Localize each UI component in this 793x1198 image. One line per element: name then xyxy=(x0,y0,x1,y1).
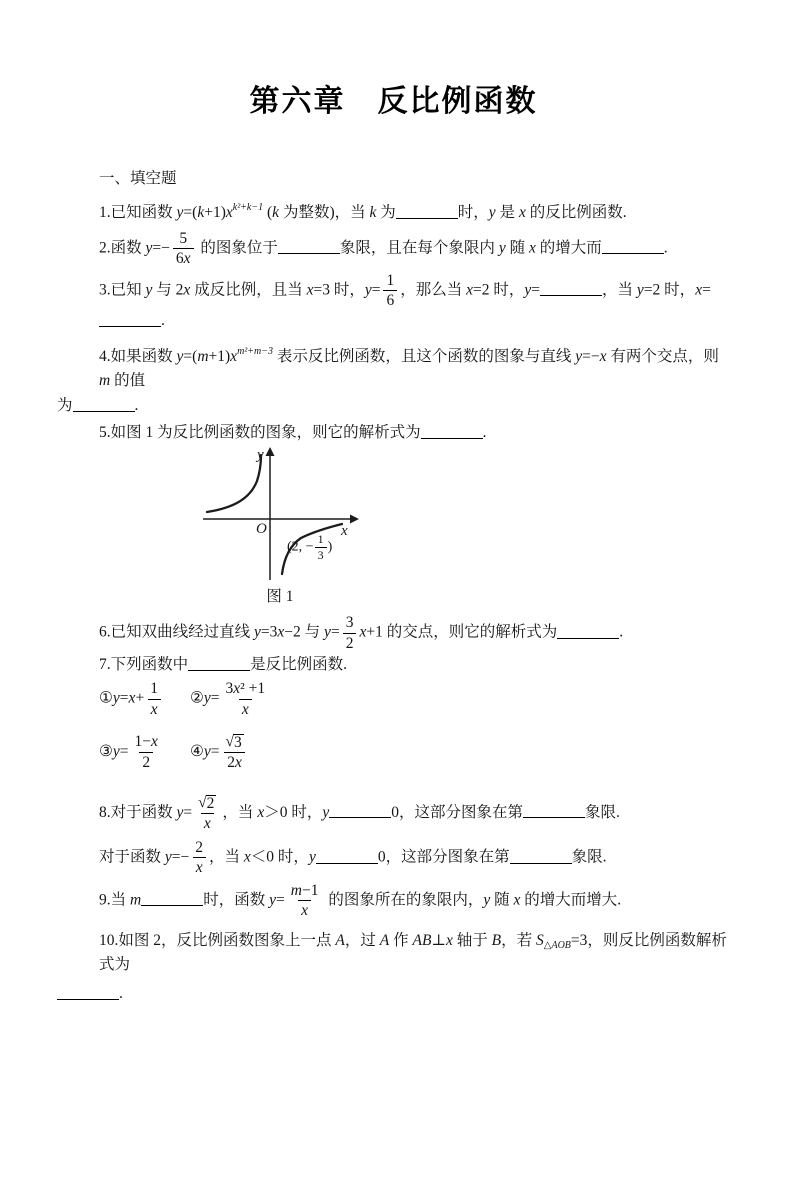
text-run: 的增大而 xyxy=(535,239,602,257)
math-var: x xyxy=(151,733,158,751)
math-var: B xyxy=(491,931,502,949)
fraction-denominator xyxy=(298,900,311,919)
figure-caption: 图 1 xyxy=(266,588,294,606)
text-run: =3 时， xyxy=(313,281,365,299)
fraction-numerator xyxy=(222,733,246,752)
text-run: 是 xyxy=(495,204,519,221)
math-var: x xyxy=(359,623,367,641)
math-var: y xyxy=(322,803,330,821)
math-var: x xyxy=(195,859,203,877)
text-run: . xyxy=(134,397,139,415)
text-run: 1 xyxy=(317,532,324,547)
text-run: 2 xyxy=(345,634,354,652)
math-var: y xyxy=(488,204,496,221)
math-var: x xyxy=(301,902,309,920)
math-var: x xyxy=(446,931,453,949)
math-var: k xyxy=(369,204,377,221)
fraction xyxy=(147,680,161,718)
fraction xyxy=(288,882,322,920)
text-run: 5.如图 1 为反比例函数的图象，则它的解析式为 xyxy=(99,424,421,442)
text-run: ，过 xyxy=(344,931,380,949)
math-var: y xyxy=(176,803,184,821)
answer-blank xyxy=(602,241,664,254)
fraction xyxy=(315,533,327,561)
problem-7-options-3-4 xyxy=(57,733,730,772)
problem-7 xyxy=(57,653,730,677)
math-var: m xyxy=(130,891,142,909)
text-run: 为 xyxy=(57,397,73,415)
fraction-numerator xyxy=(176,230,190,248)
fraction-denominator xyxy=(148,699,161,718)
text-run: . xyxy=(663,239,668,257)
fraction xyxy=(195,794,219,833)
sqrt-radical xyxy=(225,734,243,751)
math-var: x xyxy=(241,700,249,718)
answer-blank xyxy=(421,426,483,439)
text-run: 时， xyxy=(457,204,489,221)
math-var: y xyxy=(112,689,120,707)
text-run: ④ xyxy=(189,742,204,760)
text-run: 9.当 xyxy=(99,891,131,909)
text-run: 为 xyxy=(376,204,396,221)
text-run: 作 xyxy=(389,931,413,949)
fraction-numerator xyxy=(222,680,268,698)
text-run: ⊥ xyxy=(431,931,446,949)
text-run: 对于函数 xyxy=(99,848,165,866)
math-var: x xyxy=(183,281,191,299)
math-var: y xyxy=(203,742,211,760)
math-var: x xyxy=(230,348,238,366)
text-run: = xyxy=(330,623,340,641)
text-run: 10.如图 2，反比例函数图象上一点 xyxy=(99,931,336,949)
radical-sign-icon: √ xyxy=(225,732,234,750)
math-var: x xyxy=(599,348,607,366)
text-run: = xyxy=(210,742,220,760)
math-var: m xyxy=(197,348,209,366)
math-var: y xyxy=(164,848,172,866)
text-run: ② xyxy=(189,689,204,707)
math-var: x xyxy=(235,754,242,772)
math-var: x xyxy=(128,689,136,707)
text-run: ，当 xyxy=(222,803,258,821)
answer-blank xyxy=(510,851,572,864)
problem-1 xyxy=(57,201,730,225)
text-run: 2 xyxy=(142,753,151,771)
math-var: y xyxy=(176,204,184,221)
text-run: 1 xyxy=(386,271,395,289)
fraction-numerator xyxy=(147,680,161,698)
text-run: −2 与 xyxy=(284,623,325,641)
radicand xyxy=(233,734,244,751)
math-var: x xyxy=(150,700,158,718)
text-run: 2 xyxy=(195,839,204,857)
text-run: =2 时， xyxy=(473,281,525,299)
math-var: y xyxy=(364,281,372,299)
text-run: ，若 xyxy=(501,931,537,949)
math-var: y xyxy=(203,689,211,707)
math-var: y xyxy=(145,239,153,257)
page-title: 第六章 反比例函数 xyxy=(249,85,538,118)
text-run: 1 xyxy=(150,680,158,698)
fraction-numerator xyxy=(192,839,206,857)
text-run: (2, − xyxy=(287,539,314,555)
text-run: = xyxy=(702,281,711,299)
text-run: 0，这部分图象在第 xyxy=(377,848,510,866)
text-run: 2 xyxy=(206,794,215,812)
fraction xyxy=(192,839,206,877)
text-run: + xyxy=(135,689,145,707)
fraction xyxy=(132,733,161,771)
text-run: +1 的交点，则它的解析式为 xyxy=(366,623,558,641)
text-run: ，那么当 xyxy=(400,281,467,299)
text-run: =− xyxy=(171,848,190,866)
math-var: x xyxy=(518,204,526,221)
text-run: 6.已知双曲线经过直线 xyxy=(99,623,255,641)
fraction-denominator xyxy=(193,857,206,876)
math-var: y xyxy=(498,239,506,257)
fraction xyxy=(222,733,246,772)
text-run: =2 时， xyxy=(643,281,696,299)
problem-10-continuation xyxy=(57,982,730,1006)
text-run: = xyxy=(371,281,381,299)
math-var: x xyxy=(466,281,474,299)
math-var: x xyxy=(203,814,211,832)
text-run: 随 xyxy=(490,891,514,909)
text-run: . xyxy=(619,623,624,641)
x-axis-arrow-icon xyxy=(350,515,359,524)
fraction xyxy=(343,614,357,652)
radicand xyxy=(206,795,217,812)
text-run: = xyxy=(531,281,541,299)
point-label xyxy=(287,533,332,561)
fraction-denominator xyxy=(343,633,357,652)
problem-7-options-1-2 xyxy=(57,680,730,718)
origin-label: O xyxy=(256,521,267,538)
text-run: 象限. xyxy=(585,803,620,821)
text-run: 象限，且在每个象限内 xyxy=(339,239,499,257)
text-run: 4.如果函数 xyxy=(99,348,177,366)
answer-blank xyxy=(99,314,161,327)
math-var: y xyxy=(524,281,532,299)
text-run: 成反比例，且当 xyxy=(190,281,307,299)
text-run: = xyxy=(119,689,129,707)
fraction-numerator xyxy=(288,882,322,900)
text-run: 3 xyxy=(317,548,324,563)
text-run: 3.已知 xyxy=(99,281,146,299)
text-run: −1 xyxy=(301,881,319,899)
math-var: x xyxy=(528,239,536,257)
text-run: 3 xyxy=(225,680,234,698)
text-run: ① xyxy=(99,689,113,707)
math-var: x xyxy=(306,281,314,299)
math-var: x xyxy=(277,623,285,641)
math-var: y xyxy=(176,348,184,366)
text-run: 表示反比例函数，且这个函数的图象与直线 xyxy=(273,348,576,366)
text-run: 3 xyxy=(345,614,354,632)
problem-8-part-2 xyxy=(57,839,730,877)
text-run: 的值 xyxy=(110,372,146,390)
text-run: = xyxy=(119,742,129,760)
math-var: x xyxy=(233,680,241,698)
text-run: 有两个交点，则 xyxy=(606,348,719,366)
problem-4-continuation xyxy=(57,394,730,418)
math-var: y xyxy=(269,891,276,909)
figure-1 xyxy=(195,447,405,606)
math-var: x xyxy=(257,803,265,821)
text-run: 象限. xyxy=(571,848,607,866)
fraction-denominator xyxy=(239,699,252,718)
math-var: y xyxy=(575,348,583,366)
text-run: =− xyxy=(582,348,600,366)
math-var: AB xyxy=(412,931,432,949)
fraction-denominator xyxy=(224,752,245,771)
fraction-numerator xyxy=(132,733,161,751)
problem-8 xyxy=(57,794,730,833)
text-run: 0，这部分图象在第 xyxy=(391,803,523,821)
math-var: m xyxy=(99,372,111,390)
math-var: A xyxy=(379,931,390,949)
text-run: ( xyxy=(263,204,273,221)
fraction xyxy=(383,272,397,310)
answer-blank xyxy=(523,805,585,818)
problem-5 xyxy=(57,421,730,445)
math-var: y xyxy=(145,281,153,299)
text-run: 的反比例函数. xyxy=(525,204,627,221)
text-run: = xyxy=(210,689,220,707)
problem-6 xyxy=(57,614,730,652)
text-run: 5 xyxy=(179,230,188,247)
fraction-numerator xyxy=(343,614,357,632)
fraction-denominator xyxy=(139,752,153,771)
q2-branch-curve xyxy=(207,455,261,512)
problem-4 xyxy=(57,345,730,393)
text-run: 3 xyxy=(234,733,242,751)
superscript: k²+k−1 xyxy=(232,202,264,213)
math-var: S xyxy=(536,931,544,949)
text-run: 7.下列函数中 xyxy=(99,656,189,674)
fraction-denominator xyxy=(173,248,194,267)
text-run: 为整数)，当 xyxy=(279,204,370,221)
answer-blank xyxy=(557,626,619,639)
text-run: =( xyxy=(183,348,198,366)
fraction-numerator xyxy=(195,794,219,813)
x-axis-label: x xyxy=(341,523,348,540)
answer-blank xyxy=(141,893,203,906)
math-var: m xyxy=(290,881,302,899)
text-run: =( xyxy=(183,204,198,221)
text-run: 时，函数 xyxy=(203,891,270,909)
text-run: 8.对于函数 xyxy=(99,803,177,821)
y-axis-label: y xyxy=(257,447,264,464)
math-var: y xyxy=(483,891,491,909)
text-run: = xyxy=(183,803,193,821)
answer-blank xyxy=(316,851,378,864)
answer-blank xyxy=(329,805,391,818)
text-run: 的图象位于 xyxy=(196,239,278,257)
fraction xyxy=(222,680,268,718)
text-run: ) xyxy=(327,539,333,555)
problem-3 xyxy=(57,272,730,334)
math-var: A xyxy=(335,931,345,949)
text-run: . xyxy=(482,424,487,442)
text-run: =− xyxy=(152,239,170,257)
text-run: +1) xyxy=(204,204,226,221)
problem-2 xyxy=(57,230,730,268)
superscript: m²+m−3 xyxy=(237,346,273,358)
sqrt-radical xyxy=(198,795,216,812)
text-run: 1− xyxy=(134,733,152,751)
math-var: y xyxy=(112,742,120,760)
text-run: ＞0 时， xyxy=(264,803,323,821)
text-run: ＜0 时， xyxy=(250,848,309,866)
text-run: 轴于 xyxy=(452,931,492,949)
text-run: 2 xyxy=(227,754,236,772)
fraction-denominator xyxy=(315,547,327,562)
math-var: y xyxy=(324,623,331,641)
text-run: =3，则反比例函数解析式为 xyxy=(99,931,727,973)
fraction-numerator xyxy=(315,533,327,547)
text-run: 6 xyxy=(386,292,395,310)
math-var: x xyxy=(225,204,233,221)
radical-sign-icon: √ xyxy=(198,793,207,811)
math-var: x xyxy=(183,250,191,268)
math-var: x xyxy=(513,891,521,909)
math-var: x xyxy=(243,848,251,866)
text-run: 2.函数 xyxy=(99,239,146,257)
math-var: y xyxy=(308,848,316,866)
text-run: =3 xyxy=(260,623,278,641)
math-var: k xyxy=(197,204,205,221)
text-run: 随 xyxy=(505,239,529,257)
text-run: = xyxy=(276,891,285,909)
worksheet-page xyxy=(0,76,793,1006)
answer-blank xyxy=(278,241,340,254)
text-run: 6 xyxy=(175,250,184,268)
fraction-denominator xyxy=(383,290,397,309)
answer-blank xyxy=(396,206,458,219)
text-run: 的增大而增大. xyxy=(520,891,622,909)
subscript: △AOB xyxy=(543,939,571,951)
hyperbola-graph xyxy=(195,447,365,582)
problem-10 xyxy=(57,929,730,977)
text-run: 是反比例函数. xyxy=(250,656,348,674)
math-var: x xyxy=(695,281,703,299)
answer-blank xyxy=(188,658,250,671)
y-axis-arrow-icon xyxy=(266,447,275,456)
text-run: . xyxy=(119,984,123,1002)
math-var: y xyxy=(636,281,644,299)
text-run: 的图象所在的象限内， xyxy=(324,891,484,909)
math-var: k xyxy=(272,204,280,221)
problem-9 xyxy=(57,882,730,920)
text-run: ，当 xyxy=(209,848,244,866)
text-run: ，当 xyxy=(602,281,637,299)
answer-blank xyxy=(540,283,602,296)
fraction xyxy=(173,230,194,268)
section-heading: 一、填空题 xyxy=(99,170,177,187)
fraction-numerator xyxy=(383,272,397,290)
text-run: 1.已知函数 xyxy=(99,204,177,221)
fraction-denominator xyxy=(201,813,214,832)
math-var: y xyxy=(254,623,261,641)
text-run: . xyxy=(161,312,165,330)
text-run: ² +1 xyxy=(240,680,266,698)
text-run: +1) xyxy=(208,348,231,366)
text-run: 与 2 xyxy=(152,281,184,299)
text-run: ③ xyxy=(99,742,113,760)
answer-blank xyxy=(73,399,135,412)
answer-blank xyxy=(57,987,119,1000)
